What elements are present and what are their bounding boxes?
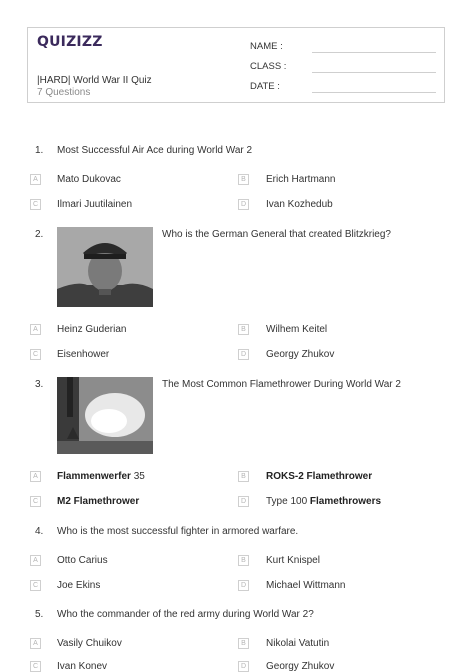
option-d-text xyxy=(266,496,381,507)
option-c-box[interactable]: C xyxy=(30,349,41,360)
option-d-box[interactable]: D xyxy=(238,661,249,672)
option-b-box[interactable]: B xyxy=(238,324,249,335)
question-number: 4. xyxy=(35,526,44,537)
question-text: The Most Common Flamethrower During World War 2 xyxy=(162,379,401,390)
class-field[interactable] xyxy=(250,61,286,72)
option-d-text: Georgy Zhukov xyxy=(266,349,335,360)
flamethrower-photo-image xyxy=(57,377,153,454)
option-b-text: Wilhem Keitel xyxy=(266,324,328,335)
option-d-text: Ivan Kozhedub xyxy=(266,199,333,210)
date-line xyxy=(312,92,436,93)
option-a-text: Otto Carius xyxy=(57,555,108,566)
question-text: Who the commander of the red army during World War 2? xyxy=(57,609,314,620)
option-a-box[interactable]: A xyxy=(30,638,41,649)
question-count: 7 Questions xyxy=(37,87,91,98)
general-portrait-image xyxy=(57,227,153,307)
worksheet-header xyxy=(27,27,445,103)
name-label: NAME : xyxy=(250,41,283,52)
option-a-text xyxy=(57,471,145,482)
name-field[interactable] xyxy=(250,41,283,52)
option-b-box[interactable]: B xyxy=(238,174,249,185)
option-c-box[interactable]: C xyxy=(30,496,41,507)
option-d-box[interactable]: D xyxy=(238,199,249,210)
question-text: Who is the German General that created Blitzkrieg? xyxy=(162,229,391,240)
option-c-text: Eisenhower xyxy=(57,349,110,360)
option-c-box[interactable]: C xyxy=(30,661,41,672)
question-text: Who is the most successful fighter in armored warfare. xyxy=(57,526,299,537)
option-a-rest: 35 xyxy=(130,471,145,482)
class-label: CLASS : xyxy=(250,61,287,72)
option-a-text: Heinz Guderian xyxy=(57,324,127,335)
question-number: 5. xyxy=(35,609,44,620)
option-b-box[interactable]: B xyxy=(238,471,249,482)
option-b-box[interactable]: B xyxy=(238,638,249,649)
option-c-text: Ivan Konev xyxy=(57,661,108,672)
option-d-text: Georgy Zhukov xyxy=(266,661,335,672)
option-b-bold: ROKS-2 Flamethrower xyxy=(266,471,373,482)
date-label: DATE : xyxy=(250,81,280,92)
option-c-box[interactable]: C xyxy=(30,199,41,210)
option-a-box[interactable]: A xyxy=(30,555,41,566)
option-c-box[interactable]: C xyxy=(30,580,41,591)
option-b-text: Kurt Knispel xyxy=(266,555,320,566)
option-d-box[interactable]: D xyxy=(238,496,249,507)
quiz-title: |HARD| World War II Quiz xyxy=(37,75,152,86)
option-c-text: Joe Ekins xyxy=(57,580,101,591)
option-d-box[interactable]: D xyxy=(238,349,249,360)
option-c-text: Ilmari Juutilainen xyxy=(57,199,133,210)
question-number: 1. xyxy=(35,145,44,156)
date-field[interactable] xyxy=(250,81,280,92)
quizizz-logo: QUIZIZZ xyxy=(37,34,103,50)
option-d-box[interactable]: D xyxy=(238,580,249,591)
option-c-bold: M2 Flamethrower xyxy=(57,496,140,507)
option-b-text xyxy=(266,471,372,482)
option-b-box[interactable]: B xyxy=(238,555,249,566)
option-a-text: Vasily Chuikov xyxy=(57,638,122,649)
option-c-text xyxy=(57,496,139,507)
option-d-bold: Flamethrowers xyxy=(309,496,382,507)
option-b-text: Erich Hartmann xyxy=(266,174,336,185)
option-d-text: Michael Wittmann xyxy=(266,580,346,591)
option-d-pre: Type 100 xyxy=(266,496,310,507)
option-a-bold: Flammenwerfer xyxy=(57,471,131,482)
question-number: 2. xyxy=(35,229,44,240)
name-line xyxy=(312,52,436,53)
question-text: Most Successful Air Ace during World War 2 xyxy=(57,145,253,156)
question-number: 3. xyxy=(35,379,44,390)
option-a-box[interactable]: A xyxy=(30,174,41,185)
option-b-text: Nikolai Vatutin xyxy=(266,638,330,649)
option-a-box[interactable]: A xyxy=(30,324,41,335)
option-a-box[interactable]: A xyxy=(30,471,41,482)
option-a-text: Mato Dukovac xyxy=(57,174,121,185)
class-line xyxy=(312,72,436,73)
